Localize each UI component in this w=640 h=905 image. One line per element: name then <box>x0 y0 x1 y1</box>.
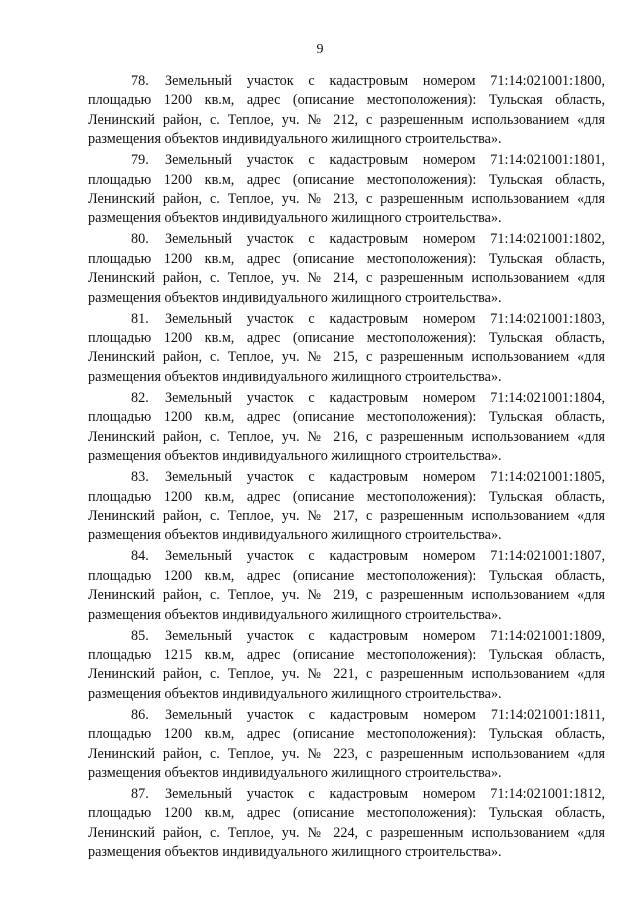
item-line: размещения объектов индивидуального жилищного строительства». <box>88 764 502 781</box>
item-line: размещения объектов индивидуального жилищного строительства». <box>88 210 502 227</box>
item-line: Ленинский район, с. Теплое, уч. № 213, с разрешенным использованием «для <box>88 191 605 208</box>
item-line: площадью 1200 кв.м, адрес (описание местоположения): Тульская область, <box>88 250 605 267</box>
item-line: Ленинский район, с. Теплое, уч. № 214, с разрешенным использованием «для <box>88 270 605 287</box>
list-item <box>88 230 605 308</box>
item-number: 82. <box>131 389 149 406</box>
item-first-line <box>88 785 605 804</box>
item-line-text: Земельный участок с кадастровым номером 71:14:021001:1800, <box>165 73 605 89</box>
item-first-line <box>88 547 605 566</box>
list-item <box>88 389 605 467</box>
list-item <box>88 627 605 705</box>
item-line-text: Земельный участок с кадастровым номером 71:14:021001:1809, <box>165 627 605 644</box>
item-line: Ленинский район, с. Теплое, уч. № 216, с разрешенным использованием «для <box>88 428 605 445</box>
item-line-text: Земельный участок с кадастровым номером 71:14:021001:1802, <box>165 231 605 248</box>
item-number: 80. <box>131 231 149 248</box>
item-first-line <box>88 627 605 646</box>
item-number: 85. <box>131 627 149 644</box>
item-number: 83. <box>131 469 149 486</box>
item-number: 86. <box>131 706 149 723</box>
item-line: площадью 1200 кв.м, адрес (описание местоположения): Тульская область, <box>88 488 605 505</box>
item-line-text: Земельный участок с кадастровым номером 71:14:021001:1805, <box>165 469 605 486</box>
item-number: 87. <box>131 785 149 802</box>
item-line-text: Земельный участок с кадастровым номером 71:14:021001:1804, <box>165 389 605 406</box>
item-line: Ленинский район, с. Теплое, уч. № 215, с разрешенным использованием «для <box>88 349 605 366</box>
list-item <box>88 151 605 229</box>
item-line: Ленинский район, с. Теплое, уч. № 217, с разрешенным использованием «для <box>88 507 605 524</box>
item-number: 79. <box>131 152 149 169</box>
item-line: Ленинский район, с. Теплое, уч. № 223, с разрешенным использованием «для <box>88 745 605 762</box>
item-line: площадью 1200 кв.м, адрес (описание местоположения): Тульская область, <box>88 171 605 188</box>
item-line: размещения объектов индивидуального жилищного строительства». <box>88 448 502 465</box>
item-number: 78. <box>131 73 149 89</box>
item-first-line <box>88 468 605 487</box>
item-line: размещения объектов индивидуального жилищного строительства». <box>88 289 502 306</box>
item-line: размещения объектов индивидуального жилищного строительства». <box>88 606 502 623</box>
item-line-text: Земельный участок с кадастровым номером 71:14:021001:1803, <box>165 310 605 327</box>
item-line-text: Земельный участок с кадастровым номером 71:14:021001:1807, <box>165 548 605 565</box>
document-body <box>88 72 605 864</box>
item-line: площадью 1200 кв.м, адрес (описание местоположения): Тульская область, <box>88 805 605 822</box>
page-number: 9 <box>316 42 324 57</box>
item-line: размещения объектов индивидуального жилищного строительства». <box>88 685 502 702</box>
item-line: площадью 1215 кв.м, адрес (описание местоположения): Тульская область, <box>88 646 605 663</box>
item-first-line <box>88 230 605 249</box>
item-line: площадью 1200 кв.м, адрес (описание местоположения): Тульская область, <box>88 409 605 426</box>
list-item <box>88 72 605 150</box>
item-first-line <box>88 389 605 408</box>
item-line-text: Земельный участок с кадастровым номером 71:14:021001:1811, <box>165 706 605 723</box>
item-line: площадью 1200 кв.м, адрес (описание местоположения): Тульская область, <box>88 726 605 743</box>
item-line: размещения объектов индивидуального жилищного строительства». <box>88 527 502 544</box>
item-first-line <box>88 72 605 91</box>
item-line: площадью 1200 кв.м, адрес (описание местоположения): Тульская область, <box>88 330 605 347</box>
item-line: размещения объектов индивидуального жилищного строительства». <box>88 844 502 861</box>
item-line: Ленинский район, с. Теплое, уч. № 221, с разрешенным использованием «для <box>88 666 605 683</box>
item-line: Ленинский район, с. Теплое, уч. № 219, с разрешенным использованием «для <box>88 587 605 604</box>
item-line: размещения объектов индивидуального жилищного строительства». <box>88 368 502 385</box>
item-first-line <box>88 310 605 329</box>
item-first-line <box>88 151 605 170</box>
item-line: Ленинский район, с. Теплое, уч. № 212, с разрешенным использованием «для <box>88 111 605 128</box>
item-line-text: Земельный участок с кадастровым номером 71:14:021001:1812, <box>165 785 605 802</box>
list-item <box>88 310 605 388</box>
list-item <box>88 468 605 546</box>
item-line: размещения объектов индивидуального жилищного строительства». <box>88 131 502 148</box>
list-item <box>88 706 605 784</box>
item-line-text: Земельный участок с кадастровым номером 71:14:021001:1801, <box>165 152 605 169</box>
list-item <box>88 547 605 625</box>
item-first-line <box>88 706 605 725</box>
item-number: 81. <box>131 310 149 327</box>
item-line: площадью 1200 кв.м, адрес (описание местоположения): Тульская область, <box>88 567 605 584</box>
item-line: Ленинский район, с. Теплое, уч. № 224, с разрешенным использованием «для <box>88 824 605 841</box>
list-item <box>88 785 605 863</box>
item-line: площадью 1200 кв.м, адрес (описание местоположения): Тульская область, <box>88 92 605 109</box>
item-number: 84. <box>131 548 149 565</box>
